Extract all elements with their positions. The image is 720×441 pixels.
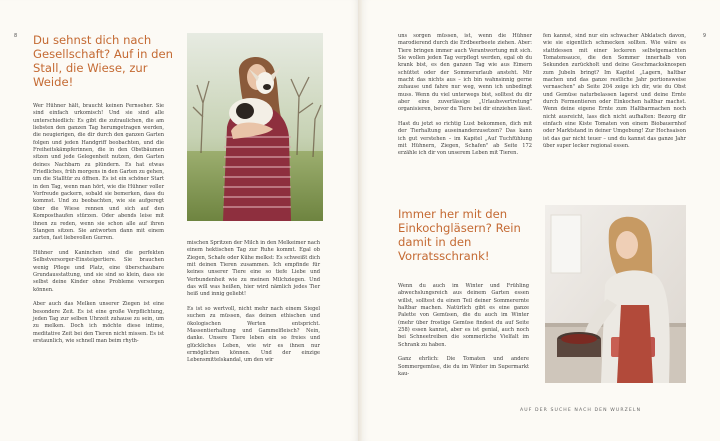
paragraph: Hühner und Kaninchen sind die perfekten Selbstversorger-Einsteigertiere. Sie brauchen wenig Pflege und Platz, eine überschaubare Grundausstattung, und sie sind so klein, dass sie selbst deine Kinder ohne Probleme versorgen können. (33, 249, 164, 293)
page-number-left: 8 (14, 33, 18, 39)
paragraph: uns sorgen müssen, ist, wenn die Hühner marodierend durch die Erdbeerbeete ziehen. Aber: Tiere bringen immer auch Verantwortung mit sich. Sie wollen jeden Tag verpflegt werden, egal ob du krank bist, es den ganzen Tag wie aus Eimern schüttet oder der Sommerurlaub ansteht. Mir macht das nichts aus – ich bin wahnsinnig gerne zuhause und fahre nur weg, wenn ich unbedingt muss. Wenn du viel unterwegs bist, solltest du dir aber eine zuverlässige „Urlaubsvertretung" organisieren, bevor du Tiere bei dir einziehen lässt. (398, 33, 532, 113)
page-number-right: 9 (702, 33, 706, 39)
section-heading-animals: Du sehnst dich nach Gesellschaft? Auf in den Stall, die Wiese, zur Weide! (33, 33, 174, 90)
paragraph: Wenn du auch im Winter und Frühling abwechslungsreich aus deinem Garten essen willst, solltest du einen Teil deiner Sommerernte haltbar machen. Natürlich gibt es eine ganze Palette von Gemüsen, die du auch im Winter (mehr über frostige Gemüse findest du auf Seite 258) essen kannst, aber es ist genial, auch noch bei Schneetreiben die sommerliche Vielfalt im Schrank zu haben. (398, 283, 529, 348)
section-heading-preserving: Immer her mit den Einkochgläsern? Rein damit in den Vorratsschrank! (398, 207, 521, 264)
paragraph: Wer Hühner hält, braucht keinen Fernseher. Sie sind einfach urkomisch! Und sie sind alle unterschiedlich: Es gibt die zutraulichen, die am liebsten den ganzen Tag herumgetragen werden, die neugierigen, die dir durch den ganzen Garten folgen und jeden Handgriff beobachten, und die Freiheitskämpferinnen, die in den Obstbäumen sitzen und jede Gelegenheit nutzen, den Garten deines Nachbarn zu plündern. Es hat etwas Friedliches, früh morgens in den Garten zu gehen, um die Stalltür zu öffnen. Es ist ein schöner Start in den Tag, wenn man hört, wie die Hühner voller Vorfreude gackern, sobald sie bemerken, dass du kommst. Und zu beobachten, wie sie aufgeregt über die Wiese rennen und sich auf den Komposthaufen stürzen. Oder abends leise mit ihnen zu reden, wenn sie schon alle auf ihren Stangen sitzen. Sie antworten dann mit einem zarten, fast liebevollen Gurren. (33, 103, 165, 242)
right-column-a (398, 33, 532, 158)
goat-photo-illustration (187, 33, 323, 221)
left-column-b (187, 240, 320, 365)
paragraph: Ganz ehrlich: Die Tomaten und andere Sommergemüse, die du im Winter im Supermarkt kau- (398, 356, 529, 378)
right-column-b (543, 33, 686, 151)
paragraph: Es ist so wertvoll, nicht mehr nach einem Siegel suchen zu müssen, das deinen ethischen und ökologischen Werten entspricht. Massentierhaltung und Gammelfleisch? Nein, danke. Unsere Tiere leben ein so freies und glückliches Leben, wie wir es ihnen nur ermöglichen können. Und der einzige Lebensmittelskandal, um den wir (187, 306, 320, 364)
paragraph: Hast du jetzt so richtig Lust bekommen, dich mit der Tierhaltung auseinanderzusetzen? Das kann ich gut verstehen – im Kapitel „Auf Tuchfühlung mit Hühnern, Ziegen, Schafen" ab Seite 172 erzähle ich dir von unserem Leben mit Tieren. (398, 121, 532, 157)
paragraph: Aber auch das Melken unserer Ziegen ist eine besondere Zeit. Es ist eine große Verpflichtung, jeden Tag zur selben Uhrzeit zuhause zu sein, um zu melken. Doch ich möchte diese intime, meditative Zeit bei den Tieren nicht missen. Es ist erstaunlich, wie schnell man beim rhyth- (33, 301, 164, 344)
photo-woman-holding-goat (187, 33, 323, 221)
left-column-a (33, 103, 164, 345)
kitchen-photo-illustration (545, 205, 686, 383)
photo-woman-cooking (545, 205, 686, 383)
paragraph: mischen Spritzen der Milch in den Melkeimer nach einem hektischen Tag zur Ruhe kommt. Egal ob Ziegen, Schafe oder Kühe melkst: Es schweißt dich mit deinen Tieren zusammen. Ich empfinde für keines unserer Tiere eine so tiefe Liebe und Verbundenheit wie zu meinen Milchziegen. Und das will was heißen, hier wird nämlich jedes Tier heiß und innig geliebt! (187, 240, 320, 298)
paragraph: fen kannst, sind nur ein schwacher Abklatsch davon, wie sie eigentlich schmecken sollten. Wie wäre es stattdessen mit einer leckeren selbstgemachten Tomatensauce, die den Sommer innerhalb von Sekunden zurückholt und deine Geschmacksknospen zum Jubeln bringt? Im Kapitel „Lagern, haltbar machen und das ganze restliche Jahr portionsweise vernaschen" ab Seite 204 zeige ich dir, wie du Obst und Gemüse naturbelassen lagerst und deine Ernte durch Fermentieren oder Einkochen haltbar machst. Wenn deine eigene Ernte zum Haltbarmachen noch nicht ausreicht, lass dich nicht aufhalten: Bezorg dir einfach eine Kiste Tomaten von einem Biobauernhof oder Marktstand in deiner Umgebung! Zur Hochsaison ist das gar nicht teuer – und du kannst das ganze Jahr über super lecker regional essen. (543, 33, 686, 150)
left-page (0, 0, 358, 441)
right-column-c (398, 283, 529, 378)
running-footer: AUF DER SUCHE NACH DEN WURZELN (520, 408, 642, 413)
